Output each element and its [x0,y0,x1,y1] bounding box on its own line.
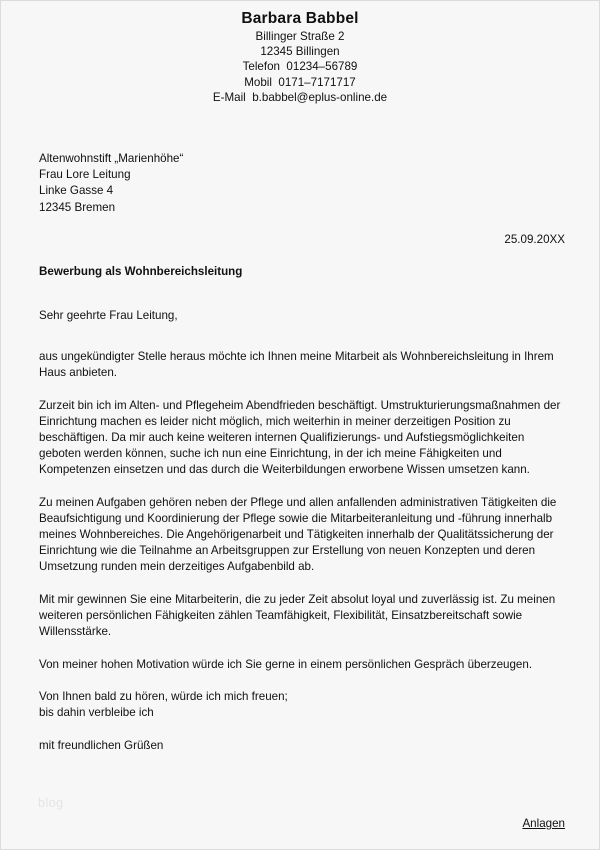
recipient-address-block [39,151,183,216]
sender-phone: Telefon 01234–56789 [242,60,358,74]
salutation: Sehr geehrte Frau Leitung, [39,309,178,322]
body-paragraph-5: Von meiner hohen Motivation würde ich Sie gerne in einem persönlichen Gespräch überzeugen. [39,657,533,671]
body-paragraph-1: aus ungekündigter Stelle heraus möchte ich Ihnen meine Mitarbeit als Wohnbereichsleitung in Ihrem Haus anbieten. [39,350,554,380]
blog-watermark: blog [38,796,64,810]
attachments-label: Anlagen [522,817,565,830]
sender-mobile: Mobil 0171–7171717 [244,75,356,89]
recipient-person: Frau Lore Leitung [39,168,131,182]
sender-street: Billinger Straße 2 [255,30,345,43]
sender-city: 12345 Billingen [260,45,340,59]
letterhead [1,1,599,105]
recipient-organization: Altenwohnstift „Marienhöhe“ [39,152,184,165]
body-paragraph-4: Mit mir gewinnen Sie eine Mitarbeiterin, die zu jeder Zeit absolut loyal und zuverlässig ist. Zu meinen weiteren persönlichen Fähigkeiten zählen Teamfähigkeit, Flexibilität, Einsatzbereitschaft sowie Willensstärke. [39,592,556,638]
recipient-city: 12345 Bremen [39,200,116,214]
subject-line: Bewerbung als Wohnbereichsleitung [39,265,243,278]
sender-email: E-Mail b.babbel@eplus-online.de [212,90,388,104]
body-paragraph-3: Zu meinen Aufgaben gehören neben der Pflege und allen anfallenden administrativen Tätigkeiten die Beaufsichtigung und Koordinierung der Pflege sowie die Mitarbeiteranleitung und -führung innerhalb meines Wohnbereiches. Die Angehörigenarbeit und Tätigkeiten innerhalb der Qualitätssicherung der Einrichtung wie die Teilnahme an Arbeitsgruppen zur Erstellung von neuen Konzepten und deren Umsetzung runden mein derzeitiges Aufgabenbild ab. [39,495,557,574]
sender-name: Barbara Babbel [241,10,359,27]
letter-date: 25.09.20XX [504,233,565,246]
letter-body [39,308,569,754]
closing-greeting: mit freundlichen Grüßen [39,738,164,752]
recipient-street: Linke Gasse 4 [39,184,114,198]
closing-line-1: Von Ihnen bald zu hören, würde ich mich freuen; [39,690,288,704]
body-paragraph-2: Zurzeit bin ich im Alten- und Pflegeheim Abendfrieden beschäftigt. Umstrukturierungsmaßnahmen der Einrichtung machen es leider nicht möglich, mich weiterhin in meiner derzeitigen Position zu beschäftigen. Da mir auch keine weiteren internen Qualifizierungs- und Aufstiegsmöglichkeiten geboten werden können, suche ich nun eine Einrichtung, in der ich meine Fähigkeiten und Kompetenzen einsetzen und das durch die Weiterbildungen erworbene Wissen umsetzen kann. [39,398,561,477]
closing-line-2: bis dahin verbleibe ich [39,706,154,720]
